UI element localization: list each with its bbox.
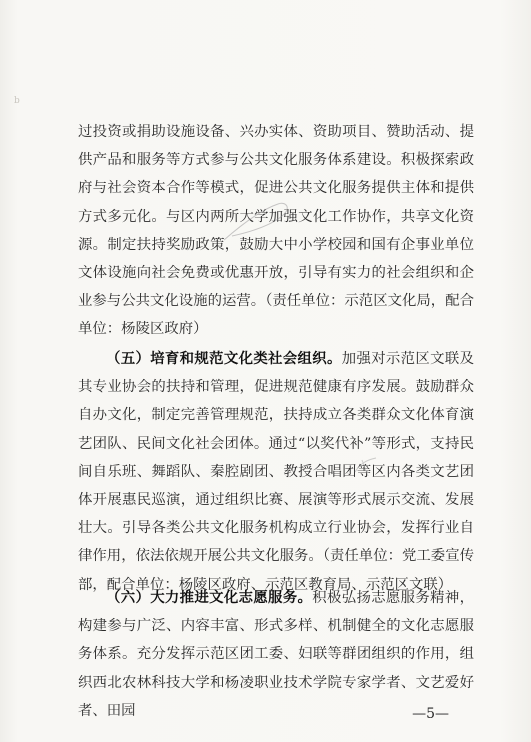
section-5-heading: （五）培育和规范文化类社会组织。 <box>106 350 342 367</box>
paragraph-3-text: 积极弘扬志愿服务精神，构建参与广泛、内容丰富、形式多样、机制健全的文化志愿服务体系。充分发挥示范区团工委、妇联等群团组织的作用，组织西北农林科技大学和杨凌职业技术学院专家学者、文艺爱好者、田园 <box>78 590 474 719</box>
margin-mark: b <box>14 96 20 106</box>
paragraph-continued <box>78 118 474 344</box>
paragraph-2-text: 加强对示范区文联及其专业协会的扶持和管理，促进规范健康有序发展。鼓励群众自办文化，制定完善管理规范，扶持成立各类群众文化体育演艺团队、民间文化社会团体。通过“以奖代补”等形式，支持民间自乐班、舞蹈队、秦腔剧团、教授合唱团等区内各类文艺团体开展惠民巡演，通过组织比赛、展演等形式展示交流、发展壮大。引导各类公共文化服务机构成立行业协会，发挥行业自律作用，依法依规开展公共文化服务。（责任单位：党工委宣传部，配合单位：杨陵区政府、示范区教育局、示范区文联） <box>78 351 474 593</box>
section-6-heading: （六）大力推进文化志愿服务。 <box>106 589 313 606</box>
paragraph-section-5 <box>78 345 474 599</box>
paragraph-1-text: 过投资或捐助设施设备、兴办实体、资助项目、赞助活动、提供产品和服务等方式参与公共文化服务体系建设。积极探索政府与社会资本合作等模式，促进公共文化服务提供主体和提供方式多元化。与区内两所大学加强文化工作协作，共享文化资源。制定扶持奖励政策，鼓励大中小学校园和国有企事业单位文体设施向社会免费或优惠开放，引导有实力的社会组织和企业参与公共文化设施的运营。（责任单位：示范区文化局，配合单位：杨陵区政府） <box>78 124 474 338</box>
page-number: —5— <box>412 706 449 722</box>
paragraph-section-6 <box>78 584 474 725</box>
